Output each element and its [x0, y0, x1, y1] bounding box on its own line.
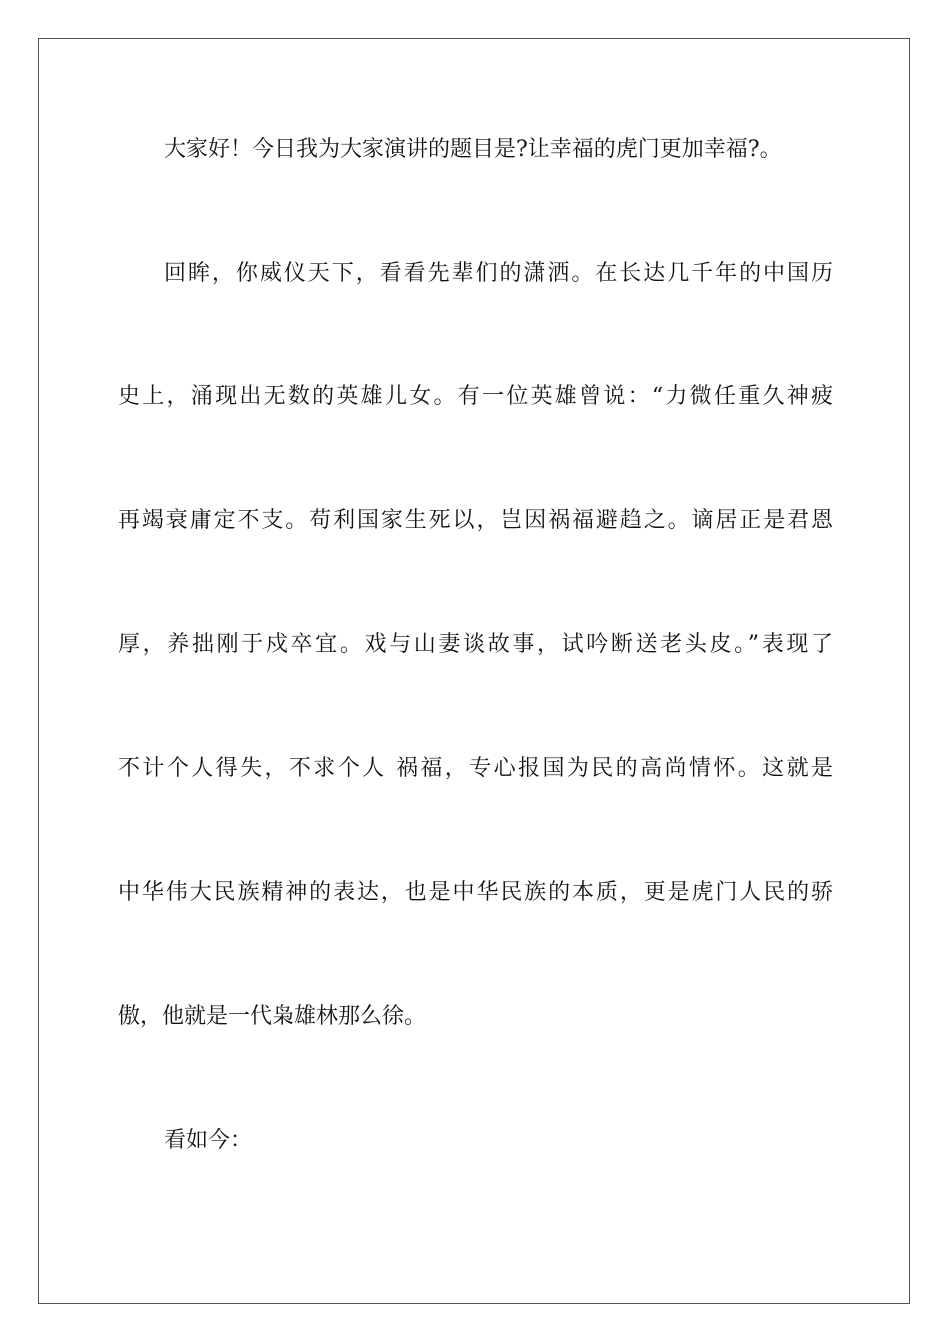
- paragraph-line-7: 中华伟大民族精神的表达，也是中华民族的本质，更是虎门人民的骄: [118, 880, 833, 905]
- paragraph-line-5: 厚，养拙刚于戍卒宜。戏与山妻谈故事，试吟断送老头皮。”表现了: [118, 632, 833, 657]
- paragraph-line-2: 回眸，你威仪天下，看看先辈们的潇洒。在长达几千年的中国历: [164, 261, 833, 286]
- page-frame: [38, 38, 910, 1304]
- paragraph-line-1: 大家好！今日我为大家演讲的题目是?让幸福的虎门更加幸福?。: [164, 137, 782, 162]
- paragraph-line-9: 看如今：: [164, 1128, 253, 1153]
- paragraph-line-3: 史上，涌现出无数的英雄儿女。有一位英雄曾说：“力微任重久神疲: [118, 384, 833, 409]
- paragraph-line-4: 再竭衰庸定不支。苟利国家生死以，岂因祸福避趋之。谪居正是君恩: [118, 508, 833, 533]
- paragraph-line-6: 不计个人得失，不求个人 祸福，专心报国为民的高尚情怀。这就是: [118, 756, 833, 781]
- paragraph-line-8: 傲，他就是一代枭雄林那么徐。: [118, 1004, 427, 1029]
